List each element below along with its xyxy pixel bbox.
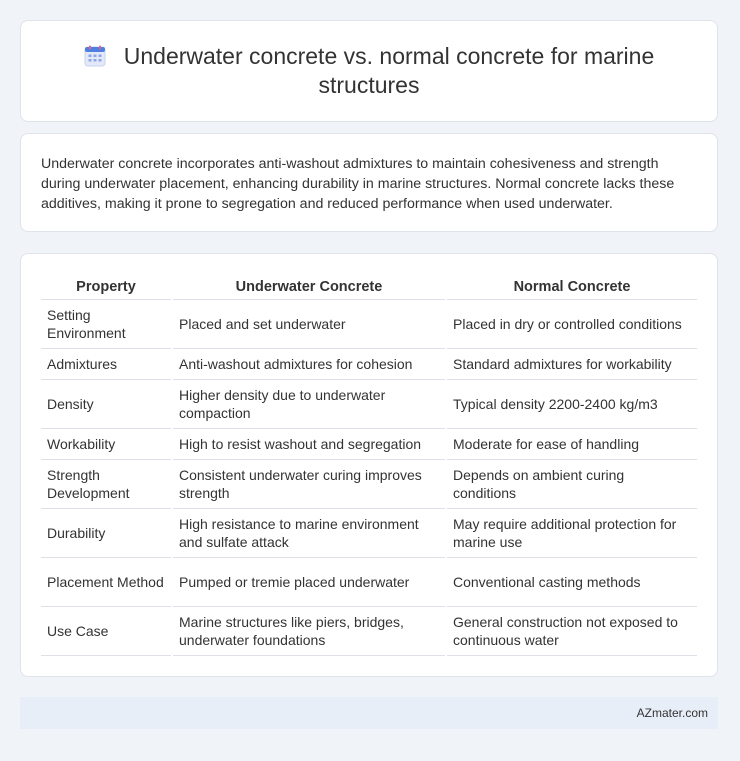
table-row xyxy=(41,558,697,607)
row-normal-value: Moderate for ease of handling xyxy=(447,429,697,460)
row-property: Density xyxy=(41,380,171,429)
summary-text: Underwater concrete incorporates anti-washout admixtures to maintain cohesiveness and strength during underwater placement, enhancing durability in marine structures. Normal concrete lacks these additives, making it prone to segregation and reduced performance when used underwater. xyxy=(41,156,675,212)
row-normal-value: May require additional protection for marine use xyxy=(447,509,697,558)
row-property: Placement Method xyxy=(41,558,171,607)
row-property: Admixtures xyxy=(41,349,171,380)
row-normal-value: Conventional casting methods xyxy=(447,558,697,607)
row-underwater-value: High resistance to marine environment and sulfate attack xyxy=(173,509,445,558)
table-header-row xyxy=(41,275,697,300)
row-property: Setting Environment xyxy=(41,300,171,349)
title-card xyxy=(20,20,718,122)
column-header-normal: Normal Concrete xyxy=(447,275,697,300)
row-underwater-value: Marine structures like piers, bridges, underwater foundations xyxy=(173,607,445,656)
row-normal-value: Depends on ambient curing conditions xyxy=(447,460,697,509)
table-row xyxy=(41,349,697,380)
row-property: Strength Development xyxy=(41,460,171,509)
calendar-icon xyxy=(84,45,106,67)
row-property: Durability xyxy=(41,509,171,558)
table-row xyxy=(41,607,697,656)
table-row xyxy=(41,300,697,349)
comparison-table xyxy=(39,275,699,656)
row-normal-value: General construction not exposed to continuous water xyxy=(447,607,697,656)
table-row xyxy=(41,380,697,429)
column-header-underwater: Underwater Concrete xyxy=(173,275,445,300)
page-title-wrap xyxy=(59,42,679,100)
row-normal-value: Standard admixtures for workability xyxy=(447,349,697,380)
row-underwater-value: High to resist washout and segregation xyxy=(173,429,445,460)
column-header-property: Property xyxy=(41,275,171,300)
row-underwater-value: Higher density due to underwater compaction xyxy=(173,380,445,429)
row-underwater-value: Anti-washout admixtures for cohesion xyxy=(173,349,445,380)
row-normal-value: Typical density 2200-2400 kg/m3 xyxy=(447,380,697,429)
summary-card xyxy=(20,133,718,232)
row-underwater-value: Pumped or tremie placed underwater xyxy=(173,558,445,607)
row-property: Workability xyxy=(41,429,171,460)
table-row xyxy=(41,509,697,558)
table-row xyxy=(41,429,697,460)
footer xyxy=(20,697,718,729)
comparison-table-card xyxy=(20,253,718,677)
row-property: Use Case xyxy=(41,607,171,656)
page-title: Underwater concrete vs. normal concrete for marine structures xyxy=(123,43,655,98)
row-underwater-value: Consistent underwater curing improves strength xyxy=(173,460,445,509)
row-underwater-value: Placed and set underwater xyxy=(173,300,445,349)
table-row xyxy=(41,460,697,509)
row-normal-value: Placed in dry or controlled conditions xyxy=(447,300,697,349)
source-link[interactable]: AZmater.com xyxy=(636,706,708,720)
